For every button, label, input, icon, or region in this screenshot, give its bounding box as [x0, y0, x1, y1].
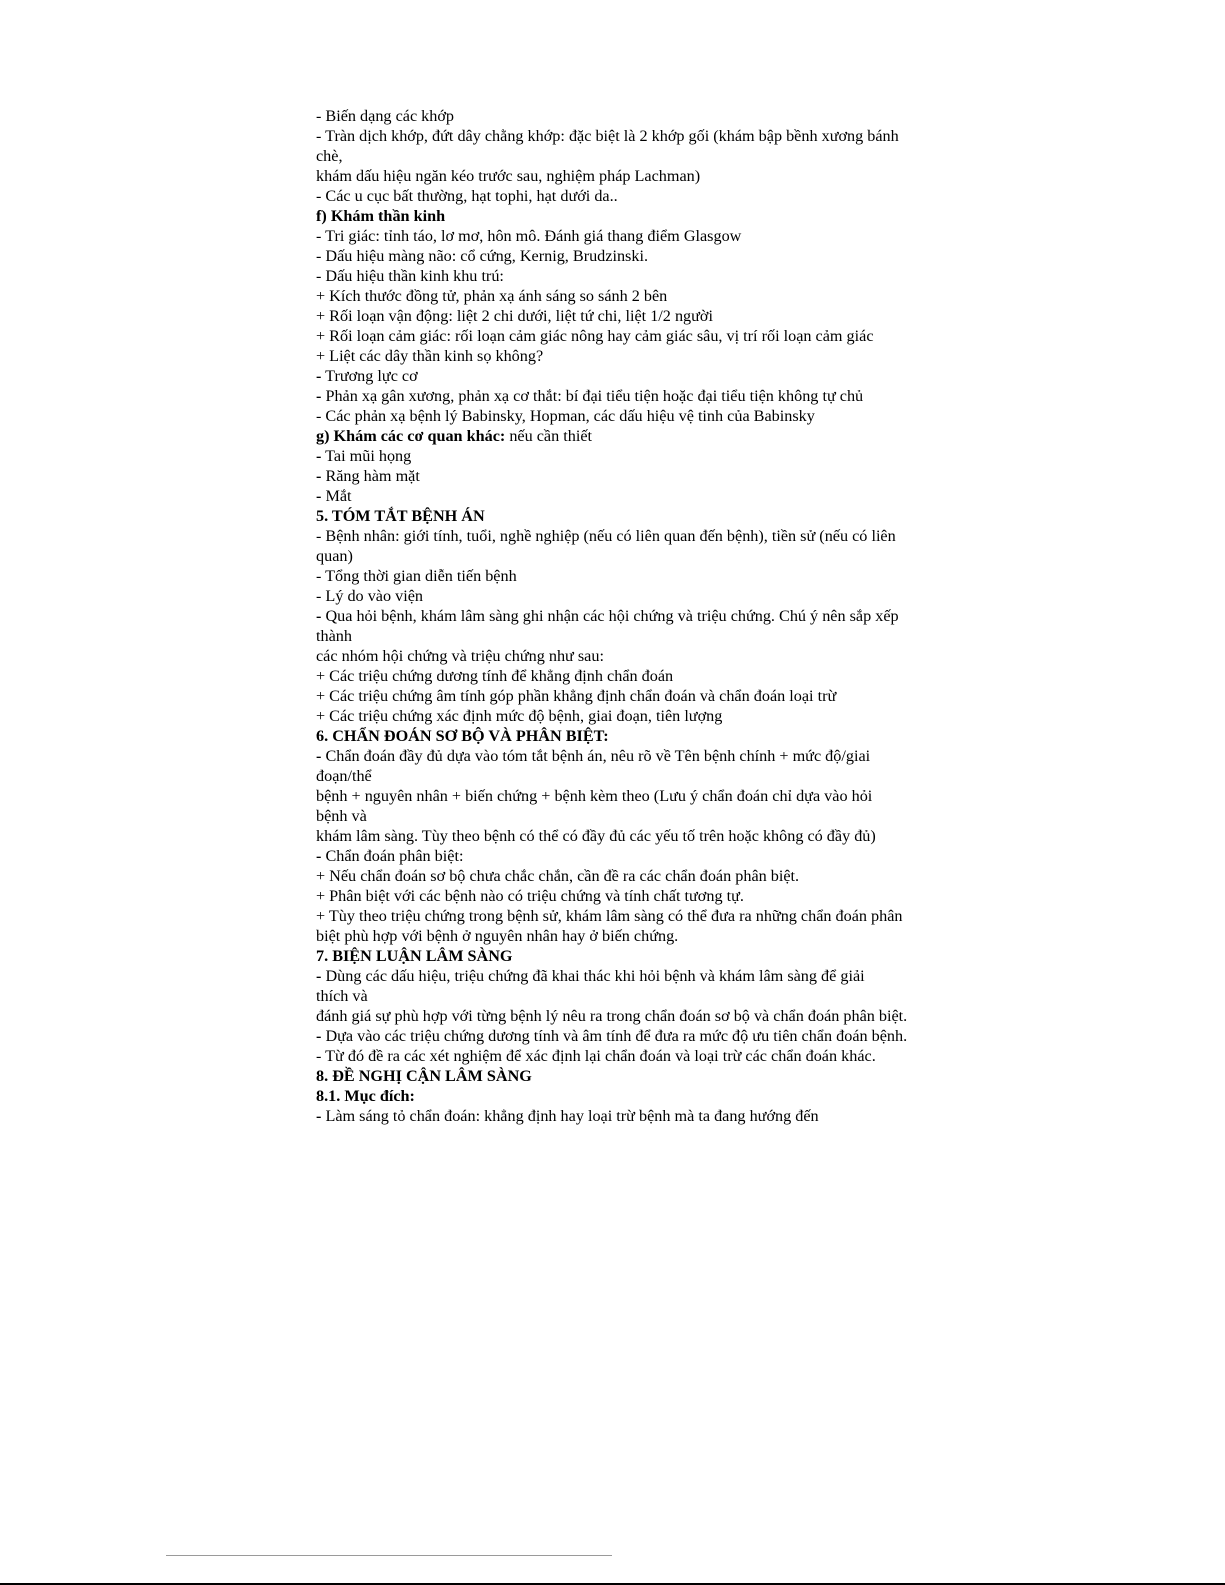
text-line — [316, 746, 996, 766]
text-line — [316, 906, 996, 926]
text-line — [316, 1026, 996, 1046]
text-line — [316, 126, 996, 146]
bold-segment: - — [316, 967, 322, 985]
text-line — [316, 106, 996, 126]
text-segment: chè, — [316, 147, 343, 165]
text-segment: thích và — [316, 987, 368, 1005]
bold-segment: - — [316, 467, 322, 485]
text-segment: + Nếu chẩn đoán sơ bộ chưa chắc chắn, cần đề ra các chẩn đoán phân biệt. — [316, 867, 800, 885]
bold-segment: - — [316, 1027, 322, 1045]
text-line — [316, 226, 996, 246]
text-line — [316, 1066, 996, 1086]
text-line — [316, 306, 996, 326]
text-segment: thành — [316, 627, 352, 645]
text-line — [316, 1106, 996, 1126]
text-line — [316, 786, 996, 806]
text-segment: - Biến dạng các khớp — [316, 107, 455, 125]
text-segment: - Bệnh nhân: giới tính, tuổi, nghề nghiệp (nếu có liên quan đến bệnh), tiền sử (nếu có liên — [316, 527, 896, 545]
text-segment: Chẩn đoán phân biệt: — [321, 847, 464, 865]
text-line — [316, 166, 996, 186]
text-segment: Chẩn đoán đầy đủ dựa vào tóm tắt bệnh án, nêu rõ về Tên bệnh chính + mức độ/giai — [321, 747, 871, 765]
text-line — [316, 366, 996, 386]
bold-segment: 7. BIỆN LUẬN LÂM SÀNG — [316, 947, 513, 965]
text-segment: + Các triệu chứng xác định mức độ bệnh, giai đoạn, tiên lượng — [316, 707, 723, 725]
text-line — [316, 826, 996, 846]
text-segment: + Rối loạn vận động: liệt 2 chi dưới, liệt tứ chi, liệt 1/2 người — [316, 307, 713, 325]
text-line — [316, 866, 996, 886]
text-segment: - Tri giác: tỉnh táo, lơ mơ, hôn mô. Đánh giá thang điểm Glasgow — [316, 227, 742, 245]
text-segment: + Rối loạn cảm giác: rối loạn cảm giác nông hay cảm giác sâu, vị trí rối loạn cảm giác — [316, 327, 874, 345]
text-segment: + Tùy theo triệu chứng trong bệnh sử, khám lâm sàng có thể đưa ra những chẩn đoán phân — [316, 907, 903, 925]
text-line — [316, 846, 996, 866]
text-segment: - Tràn dịch khớp, đứt dây chằng khớp: đặc biệt là 2 khớp gối (khám bập bềnh xương bánh — [316, 127, 899, 145]
text-line — [316, 726, 996, 746]
text-line — [316, 946, 996, 966]
text-line — [316, 926, 996, 946]
text-line — [316, 686, 996, 706]
bold-segment: - — [316, 607, 322, 625]
text-segment: biệt phù hợp với bệnh ở nguyên nhân hay ở biến chứng. — [316, 927, 679, 945]
text-line — [316, 646, 996, 666]
text-segment: Qua hỏi bệnh, khám lâm sàng ghi nhận các hội chứng và triệu chứng. Chú ý nên sắp xếp — [321, 607, 899, 625]
text-line — [316, 246, 996, 266]
bold-segment: - — [316, 847, 322, 865]
text-segment: đoạn/thể — [316, 767, 372, 785]
text-segment: Dựa vào các triệu chứng dương tính và âm tính để đưa ra mức độ ưu tiên chẩn đoán bệnh. — [321, 1027, 908, 1045]
text-line — [316, 506, 996, 526]
text-line — [316, 886, 996, 906]
text-line — [316, 1046, 996, 1066]
text-line — [316, 966, 996, 986]
bold-segment: 5. TÓM TẮT BỆNH ÁN — [316, 507, 485, 525]
text-segment: - Các phản xạ bệnh lý Babinsky, Hopman, các dấu hiệu vệ tinh của Babinsky — [316, 407, 815, 425]
text-line — [316, 446, 996, 466]
text-segment: - Dấu hiệu thần kinh khu trú: — [316, 267, 504, 285]
bold-segment: - — [316, 367, 322, 385]
text-segment: khám dấu hiệu ngăn kéo trước sau, nghiệm pháp Lachman) — [316, 167, 701, 185]
text-line — [316, 706, 996, 726]
text-line — [316, 406, 996, 426]
text-segment: - Các u cục bất thường, hạt tophi, hạt dưới da.. — [316, 187, 618, 205]
text-segment: + Kích thước đồng tử, phản xạ ánh sáng so sánh 2 bên — [316, 287, 668, 305]
bold-segment: 8.1. Mục đích: — [316, 1087, 415, 1105]
text-line — [316, 986, 996, 1006]
text-line — [316, 1006, 996, 1026]
text-line — [316, 546, 996, 566]
text-line — [316, 806, 996, 826]
document-body — [316, 106, 996, 1126]
text-line — [316, 346, 996, 366]
text-line — [316, 666, 996, 686]
text-segment: Tai mũi họng — [321, 447, 412, 465]
text-line — [316, 586, 996, 606]
bold-segment: - — [316, 447, 322, 465]
text-line — [316, 486, 996, 506]
bold-segment: f) Khám thần kinh — [316, 207, 446, 225]
text-line — [316, 426, 996, 446]
text-segment: Dùng các dấu hiệu, triệu chứng đã khai thác khi hỏi bệnh và khám lâm sàng để giải — [321, 967, 865, 985]
footnote-separator — [166, 1555, 612, 1556]
text-segment: khám lâm sàng. Tùy theo bệnh có thể có đầy đủ các yếu tố trên hoặc không có đầy đủ) — [316, 827, 876, 845]
text-line — [316, 266, 996, 286]
bold-segment: - — [316, 487, 322, 505]
text-line — [316, 766, 996, 786]
bold-segment: - — [316, 387, 322, 405]
bold-segment: 8. ĐỀ NGHỊ CẬN LÂM SÀNG — [316, 1067, 532, 1085]
text-segment: các nhóm hội chứng và triệu chứng như sau: — [316, 647, 604, 665]
text-line — [316, 526, 996, 546]
text-segment: + Phân biệt với các bệnh nào có triệu chứng và tính chất tương tự. — [316, 887, 744, 905]
text-line — [316, 186, 996, 206]
text-line — [316, 626, 996, 646]
bold-segment: - — [316, 747, 322, 765]
text-segment: + Liệt các dây thần kinh sọ không? — [316, 347, 544, 365]
text-segment: nếu cần thiết — [505, 427, 593, 445]
text-line — [316, 326, 996, 346]
text-line — [316, 566, 996, 586]
bold-segment: g) Khám các cơ quan khác: — [316, 427, 506, 445]
text-segment: - Dấu hiệu màng não: cổ cứng, Kernig, Brudzinski. — [316, 247, 648, 265]
text-line — [316, 206, 996, 226]
text-line — [316, 466, 996, 486]
text-line — [316, 386, 996, 406]
text-line — [316, 146, 996, 166]
text-segment: - Tổng thời gian diễn tiến bệnh — [316, 567, 517, 585]
text-segment: bệnh và — [316, 807, 367, 825]
text-segment: Trương lực cơ — [321, 367, 418, 385]
text-segment: Làm sáng tỏ chẩn đoán: khẳng định hay loại trừ bệnh mà ta đang hướng đến — [321, 1107, 819, 1125]
text-segment: - Từ đó đề ra các xét nghiệm để xác định lại chẩn đoán và loại trừ các chẩn đoán khác. — [316, 1047, 876, 1065]
text-segment: đánh giá sự phù hợp với từng bệnh lý nêu ra trong chẩn đoán sơ bộ và chẩn đoán phân biệt. — [316, 1007, 908, 1025]
text-segment: quan) — [316, 547, 353, 565]
text-line — [316, 1086, 996, 1106]
text-segment: - Lý do vào viện — [316, 587, 423, 605]
text-segment: + Các triệu chứng âm tính góp phần khẳng định chẩn đoán và chẩn đoán loại trừ — [316, 687, 837, 705]
text-segment: Phản xạ gân xương, phản xạ cơ thắt: bí đại tiểu tiện hoặc đại tiểu tiện không tự chủ — [321, 387, 864, 405]
text-segment: Răng hàm mặt — [321, 467, 420, 485]
text-segment: + Các triệu chứng dương tính để khẳng định chẩn đoán — [316, 667, 674, 685]
text-segment: Mắt — [321, 487, 352, 505]
text-line — [316, 606, 996, 626]
bold-segment: 6. CHẨN ĐOÁN SƠ BỘ VÀ PHÂN BIỆT: — [316, 727, 609, 745]
bold-segment: - — [316, 1107, 322, 1125]
text-segment: bệnh + nguyên nhân + biến chứng + bệnh kèm theo (Lưu ý chẩn đoán chỉ dựa vào hỏi — [316, 787, 873, 805]
text-line — [316, 286, 996, 306]
